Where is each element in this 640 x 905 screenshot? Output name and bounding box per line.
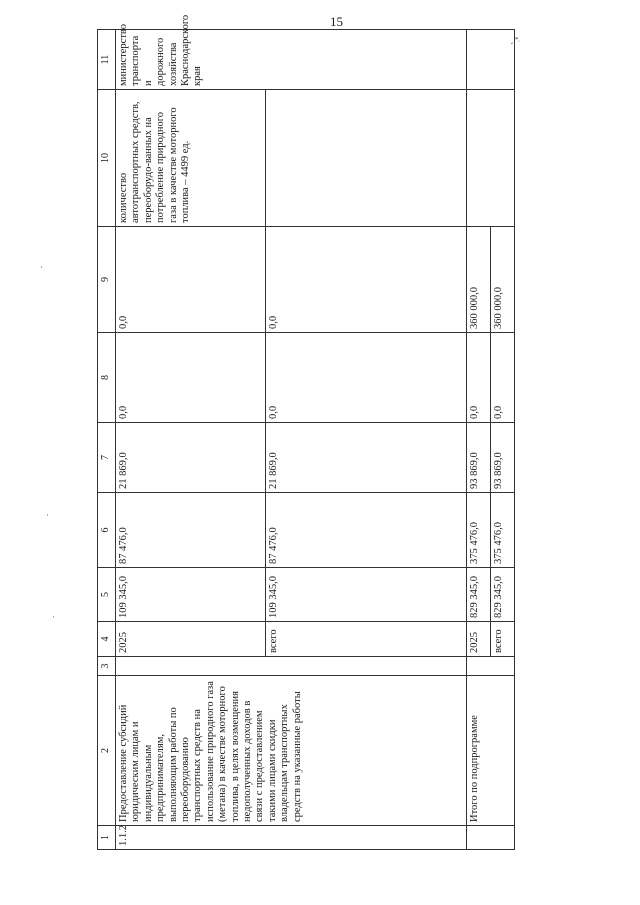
header-cell: 11 xyxy=(98,30,116,90)
measure-year-c8: 0,0 xyxy=(116,333,266,423)
subtotal-year: 2025 xyxy=(467,622,491,657)
measure-code: 1.1.2 xyxy=(116,826,467,850)
header-cell: 9 xyxy=(98,227,116,333)
subtotal-year-c7: 93 869,0 xyxy=(467,423,491,493)
measure-row-year xyxy=(116,30,266,850)
corner-mark: ᵃ͘ ˏ xyxy=(510,37,521,45)
measure-year-c7: 21 869,0 xyxy=(116,423,266,493)
subtotal-col3 xyxy=(467,657,515,676)
header-cell: 5 xyxy=(98,568,116,622)
subtotal-total-c9: 360 000,0 xyxy=(491,227,515,333)
subtotal-result-empty xyxy=(467,90,515,227)
subtotal-year-c8: 0,0 xyxy=(467,333,491,423)
measure-total-c9: 0,0 xyxy=(266,227,467,333)
measure-year: 2025 xyxy=(116,622,266,657)
header-cell: 1 xyxy=(98,826,116,850)
measure-name: Предоставление субсидий юридическим лицам и индивидуальным предпринимателям, выполняющим работы по переоборудованию транспортных средств на использование природного газа (метана) в качестве моторного топлива, в целях возмещения недополученных доходов в связи с предоставлением такими лицами скидки владельцам транспортных средств на указанные работы xyxy=(116,676,467,826)
header-cell: 8 xyxy=(98,333,116,423)
scan-speck: · xyxy=(40,262,43,272)
header-cell: 3 xyxy=(98,657,116,676)
subtotal-label: Итого по подпрограмме xyxy=(467,676,515,826)
header-cell: 2 xyxy=(98,676,116,826)
header-cell: 7 xyxy=(98,423,116,493)
measure-total-c8: 0,0 xyxy=(266,333,467,423)
header-cell: 10 xyxy=(98,90,116,227)
subtotal-year-c9: 360 000,0 xyxy=(467,227,491,333)
subtotal-total-c6: 375 476,0 xyxy=(491,493,515,568)
scan-speck: · xyxy=(46,510,49,520)
subtotal-total-c7: 93 869,0 xyxy=(491,423,515,493)
measure-result: количество автотранспортных средств, переоборудо-ванных на потребление природного газа в качестве моторного топлива – 4499 ед. xyxy=(116,90,266,227)
subtotal-executor-empty xyxy=(467,30,515,90)
subtotal-year-c6: 375 476,0 xyxy=(467,493,491,568)
subtotal-total-c8: 0,0 xyxy=(491,333,515,423)
measure-total-total: 109 345,0 xyxy=(266,568,467,622)
subtotal-year-total: 829 345,0 xyxy=(467,568,491,622)
subtotal-total-label: всего xyxy=(491,622,515,657)
header-cell: 4 xyxy=(98,622,116,657)
measure-total-c6: 87 476,0 xyxy=(266,493,467,568)
subtotal-row-year xyxy=(467,30,491,850)
subtotal-col1 xyxy=(467,826,515,850)
measure-year-c6: 87 476,0 xyxy=(116,493,266,568)
measure-executor: министерство транспорта и дорожного хозяйства Краснодарского края xyxy=(116,30,467,90)
measure-year-c9: 0,0 xyxy=(116,227,266,333)
subtotal-total-total: 829 345,0 xyxy=(491,568,515,622)
header-cell: 6 xyxy=(98,493,116,568)
header-row xyxy=(98,30,116,850)
measure-total-c7: 21 869,0 xyxy=(266,423,467,493)
measure-col3 xyxy=(116,657,467,676)
measure-total-result-empty xyxy=(266,90,467,227)
measure-total-label: всего xyxy=(266,622,467,657)
measure-year-total: 109 345,0 xyxy=(116,568,266,622)
scan-speck: · xyxy=(52,612,55,622)
page-number: 15 xyxy=(330,14,343,29)
